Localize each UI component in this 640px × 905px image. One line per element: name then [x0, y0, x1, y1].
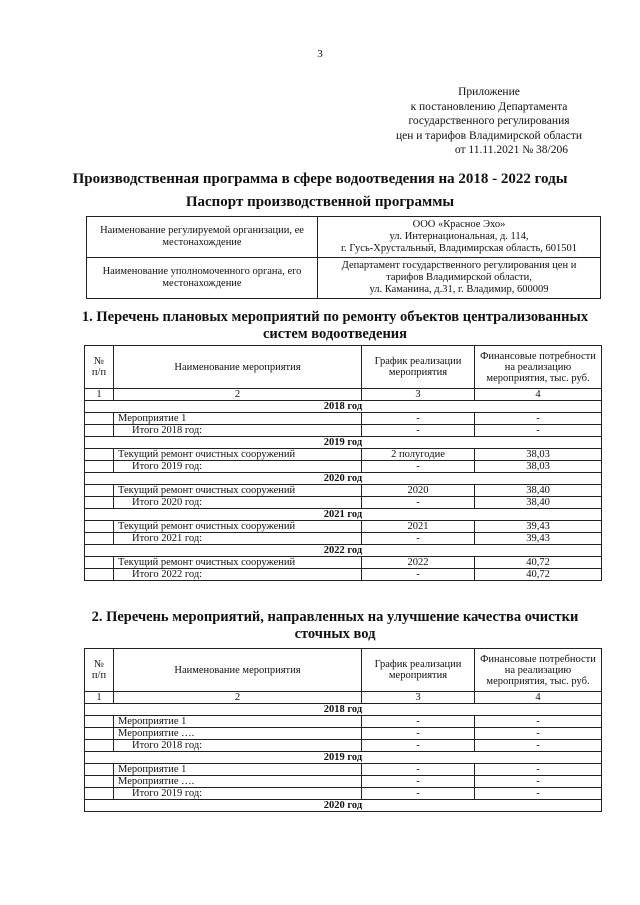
row-schedule: - [362, 728, 475, 740]
row-name: Итого 2018 год: [114, 740, 362, 752]
table-row [85, 728, 602, 740]
table-row [85, 764, 602, 776]
row-name: Мероприятие …. [114, 728, 362, 740]
section2-table [84, 648, 602, 812]
row-schedule: 2 полугодие [362, 449, 475, 461]
row-num [85, 740, 114, 752]
passport-row-authority [87, 258, 601, 299]
row-finance: - [475, 413, 602, 425]
row-schedule: - [362, 569, 475, 581]
row-num [85, 425, 114, 437]
appendix-line: государственного регулирования [408, 115, 570, 127]
row-finance: 40,72 [475, 569, 602, 581]
table-row [85, 716, 602, 728]
main-title: Производственная программа в сфере водоотведения на 2018 - 2022 годы [72, 171, 568, 187]
row-num [85, 521, 114, 533]
column-number-row [85, 692, 602, 704]
year-label: 2020 год [85, 800, 602, 812]
year-row [85, 704, 602, 716]
row-num [85, 788, 114, 800]
header-schedule: График реализации мероприятия [362, 649, 475, 692]
year-label: 2018 год [85, 401, 602, 413]
appendix-block [384, 85, 594, 158]
header-num: № п/п [85, 346, 114, 389]
row-name: Итого 2022 год: [114, 569, 362, 581]
table-row [85, 776, 602, 788]
passport-value [318, 258, 601, 299]
row-name: Итого 2019 год: [114, 788, 362, 800]
row-finance: - [475, 740, 602, 752]
section1-table [84, 345, 602, 581]
row-num [85, 557, 114, 569]
row-schedule: - [362, 497, 475, 509]
year-row [85, 545, 602, 557]
row-name: Мероприятие 1 [114, 716, 362, 728]
row-schedule: - [362, 716, 475, 728]
row-finance: - [475, 764, 602, 776]
row-num [85, 728, 114, 740]
row-num [85, 485, 114, 497]
row-num [85, 413, 114, 425]
total-row [85, 461, 602, 473]
row-finance: 38,03 [475, 449, 602, 461]
row-schedule: - [362, 740, 475, 752]
passport-title: Паспорт производственной программы [185, 194, 455, 210]
year-label: 2018 год [85, 704, 602, 716]
row-name: Текущий ремонт очистных сооружений [114, 557, 362, 569]
row-finance: 40,72 [475, 557, 602, 569]
row-schedule: 2022 [362, 557, 475, 569]
row-name: Мероприятие 1 [114, 764, 362, 776]
row-name: Итого 2019 год: [114, 461, 362, 473]
passport-value-line: ООО «Красное Эхо» [412, 219, 506, 230]
table-row [85, 449, 602, 461]
row-num [85, 497, 114, 509]
total-row [85, 425, 602, 437]
row-schedule: - [362, 764, 475, 776]
total-row [85, 788, 602, 800]
row-finance: 39,43 [475, 533, 602, 545]
header-finance: Финансовые потребности на реализацию мероприятия, тыс. руб. [475, 346, 602, 389]
passport-table [86, 216, 601, 299]
row-finance: 38,40 [475, 485, 602, 497]
row-num [85, 461, 114, 473]
header-row [85, 649, 602, 692]
row-name: Итого 2018 год: [114, 425, 362, 437]
total-row [85, 569, 602, 581]
row-num [85, 533, 114, 545]
passport-label: Наименование уполномоченного органа, его местонахождение [87, 258, 318, 299]
row-num [85, 449, 114, 461]
passport-label: Наименование регулируемой организации, ее местонахождение [87, 217, 318, 258]
column-number: 3 [362, 389, 475, 401]
row-name: Текущий ремонт очистных сооружений [114, 521, 362, 533]
total-row [85, 497, 602, 509]
total-row [85, 533, 602, 545]
row-num [85, 776, 114, 788]
column-number-row [85, 389, 602, 401]
page-number: 3 [317, 48, 323, 60]
table-row [85, 521, 602, 533]
table-row [85, 413, 602, 425]
row-schedule: 2020 [362, 485, 475, 497]
column-number: 4 [475, 389, 602, 401]
row-schedule: 2021 [362, 521, 475, 533]
table-row [85, 485, 602, 497]
year-label: 2021 год [85, 509, 602, 521]
header-row [85, 346, 602, 389]
row-num [85, 569, 114, 581]
row-finance: - [475, 776, 602, 788]
column-number: 1 [85, 389, 114, 401]
passport-value-line: ул. Каманина, д.31, г. Владимир, 600009 [369, 284, 549, 295]
header-name: Наименование мероприятия [114, 649, 362, 692]
row-name: Итого 2021 год: [114, 533, 362, 545]
row-schedule: - [362, 788, 475, 800]
year-label: 2019 год [85, 752, 602, 764]
header-finance: Финансовые потребности на реализацию мероприятия, тыс. руб. [475, 649, 602, 692]
year-row [85, 473, 602, 485]
row-num [85, 764, 114, 776]
passport-value-line: ул. Интернациональная, д. 114, [389, 231, 529, 242]
row-finance: 38,03 [475, 461, 602, 473]
row-schedule: - [362, 461, 475, 473]
column-number: 3 [362, 692, 475, 704]
row-name: Итого 2020 год: [114, 497, 362, 509]
row-finance: - [475, 425, 602, 437]
row-finance: - [475, 728, 602, 740]
year-label: 2022 год [85, 545, 602, 557]
table-row [85, 557, 602, 569]
row-schedule: - [362, 413, 475, 425]
column-number: 2 [114, 692, 362, 704]
year-row [85, 437, 602, 449]
header-schedule: График реализации мероприятия [362, 346, 475, 389]
year-row [85, 401, 602, 413]
row-schedule: - [362, 776, 475, 788]
row-name: Текущий ремонт очистных сооружений [114, 449, 362, 461]
appendix-line: к постановлению Департамента [410, 100, 568, 113]
header-name: Наименование мероприятия [114, 346, 362, 389]
column-number: 4 [475, 692, 602, 704]
row-num [85, 716, 114, 728]
passport-value-line: Департамент государственного регулирования цен и [341, 260, 577, 271]
passport-value [318, 217, 601, 258]
total-row [85, 740, 602, 752]
passport-row-organization [87, 217, 601, 258]
row-name: Мероприятие 1 [114, 413, 362, 425]
row-finance: 38,40 [475, 497, 602, 509]
row-name: Текущий ремонт очистных сооружений [114, 485, 362, 497]
row-schedule: - [362, 425, 475, 437]
year-row [85, 800, 602, 812]
column-number: 2 [114, 389, 362, 401]
row-finance: - [475, 788, 602, 800]
appendix-line: Приложение [458, 86, 520, 98]
passport-value-line: тарифов Владимирской области, [386, 272, 532, 283]
row-schedule: - [362, 533, 475, 545]
row-finance: - [475, 716, 602, 728]
section2-title: 2. Перечень мероприятий, направленных на улучшение качества очистки сточных вод [91, 609, 579, 642]
header-num: № п/п [85, 649, 114, 692]
row-name: Мероприятие …. [114, 776, 362, 788]
section1-title: 1. Перечень плановых мероприятий по ремонту объектов централизованных систем водоотведения [81, 309, 589, 342]
year-row [85, 752, 602, 764]
appendix-line: цен и тарифов Владимирской области [395, 129, 583, 142]
column-number: 1 [85, 692, 114, 704]
row-finance: 39,43 [475, 521, 602, 533]
year-row [85, 509, 602, 521]
passport-value-line: г. Гусь-Хрустальный, Владимирская область, 601501 [341, 243, 577, 254]
appendix-date-line: от 11.11.2021 № 38/206 [454, 144, 568, 156]
year-label: 2020 год [85, 473, 602, 485]
year-label: 2019 год [85, 437, 602, 449]
